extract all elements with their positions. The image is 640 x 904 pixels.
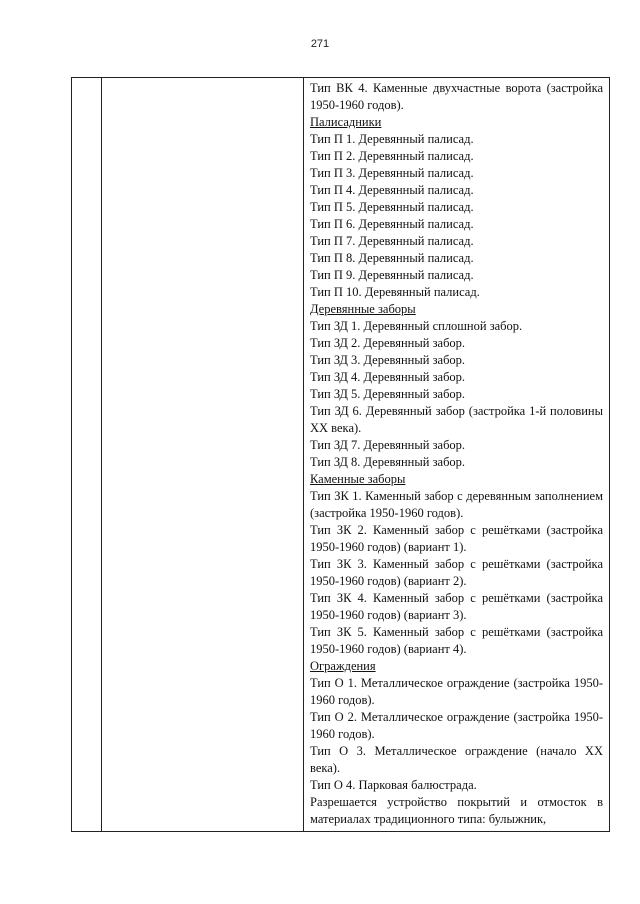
text-line: Тип ЗК 1. Каменный забор с деревянным заполнением (застройка 1950-1960 годов).	[310, 489, 603, 520]
text-line: Тип П 6. Деревянный палисад.	[310, 217, 474, 231]
text-line: Тип ЗД 4. Деревянный забор.	[310, 370, 466, 384]
table-column-divider-1	[101, 78, 102, 831]
text-line: Тип О 3. Металлическое ограждение (начало XX века).	[310, 744, 603, 775]
document-table	[71, 77, 610, 832]
text-line: Тип П 7. Деревянный палисад.	[310, 234, 474, 248]
text-line: Тип П 5. Деревянный палисад.	[310, 200, 474, 214]
text-line: Тип П 10. Деревянный палисад.	[310, 285, 480, 299]
text-line: Тип ЗД 8. Деревянный забор.	[310, 455, 466, 469]
text-line: Тип ЗК 3. Каменный забор с решётками (застройка 1950-1960 годов) (вариант 2).	[310, 557, 603, 588]
text-line: Разрешается устройство покрытий и отмосток в материалах традиционного типа: булыжник,	[310, 795, 603, 826]
requirements-cell	[310, 80, 603, 828]
text-line: Тип О 4. Парковая балюстрада.	[310, 778, 477, 792]
text-line: Тип П 9. Деревянный палисад.	[310, 268, 474, 282]
section-heading: Ограждения	[310, 659, 376, 673]
section-heading: Деревянные заборы	[310, 302, 416, 316]
text-line: Тип П 1. Деревянный палисад.	[310, 132, 474, 146]
text-line: Тип ЗД 1. Деревянный сплошной забор.	[310, 319, 523, 333]
section-heading: Палисадники	[310, 115, 382, 129]
table-column-divider-2	[303, 78, 304, 831]
text-line: Тип ЗД 7. Деревянный забор.	[310, 438, 466, 452]
text-line: Тип ЗД 5. Деревянный забор.	[310, 387, 466, 401]
text-line: Тип О 2. Металлическое ограждение (застройка 1950-1960 годов).	[310, 710, 603, 741]
text-line: Тип ЗД 3. Деревянный забор.	[310, 353, 466, 367]
text-line: Тип П 8. Деревянный палисад.	[310, 251, 474, 265]
text-line: Тип П 3. Деревянный палисад.	[310, 166, 474, 180]
text-line: Тип ЗД 6. Деревянный забор (застройка 1-й половины XX века).	[310, 404, 603, 435]
page-number: 271	[310, 38, 330, 50]
section-heading: Каменные заборы	[310, 472, 406, 486]
text-line: Тип ЗК 5. Каменный забор с решётками (застройка 1950-1960 годов) (вариант 4).	[310, 625, 603, 656]
text-line: Тип ВК 4. Каменные двухчастные ворота (застройка 1950-1960 годов).	[310, 81, 603, 112]
text-line: Тип О 1. Металлическое ограждение (застройка 1950-1960 годов).	[310, 676, 603, 707]
text-line: Тип П 2. Деревянный палисад.	[310, 149, 474, 163]
text-line: Тип П 4. Деревянный палисад.	[310, 183, 474, 197]
text-line: Тип ЗК 2. Каменный забор с решётками (застройка 1950-1960 годов) (вариант 1).	[310, 523, 603, 554]
text-line: Тип ЗД 2. Деревянный забор.	[310, 336, 466, 350]
text-line: Тип ЗК 4. Каменный забор с решётками (застройка 1950-1960 годов) (вариант 3).	[310, 591, 603, 622]
